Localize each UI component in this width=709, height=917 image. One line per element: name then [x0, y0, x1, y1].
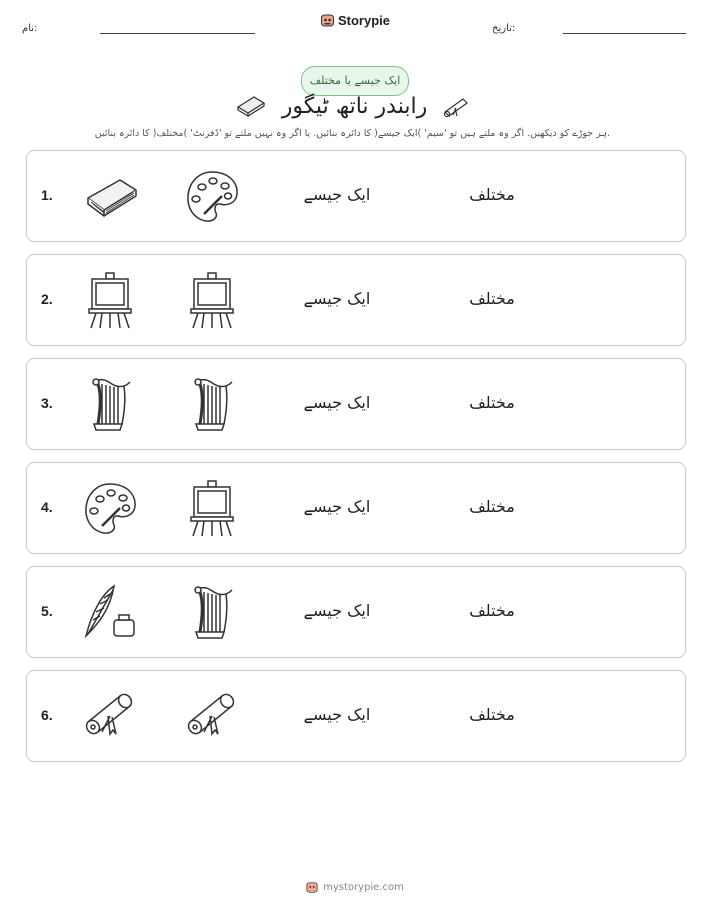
same-option[interactable]: ایک جیسے: [303, 289, 371, 308]
date-line[interactable]: [563, 33, 686, 34]
same-option[interactable]: ایک جیسے: [303, 497, 371, 516]
instructions: ہر جوڑے کو دیکھیں. اگر وہ ملتے ہیں تو 'سیم' )ایک جیسے( کا دائرہ بنائیں. یا اگر وہ نہیں ملتے تو 'ڈفرنٹ' )مختلف( کا دائرہ بنائیں.: [94, 128, 610, 139]
different-option[interactable]: مختلف: [469, 289, 515, 308]
different-option[interactable]: مختلف: [469, 393, 515, 412]
same-option[interactable]: ایک جیسے: [303, 601, 371, 620]
different-option[interactable]: مختلف: [469, 497, 515, 516]
harp-icon: [182, 374, 242, 434]
name-line[interactable]: [100, 33, 255, 34]
harp-icon: [182, 582, 242, 642]
scroll-icon: [441, 94, 471, 118]
row-number: 6.: [41, 707, 53, 723]
brand-logo: [319, 12, 390, 28]
easel-icon: [182, 478, 242, 538]
question-row-6: [26, 670, 686, 762]
topic-badge: ایک جیسے یا مختلف: [301, 66, 409, 96]
same-option[interactable]: ایک جیسے: [303, 393, 371, 412]
mascot-icon: [305, 880, 319, 894]
question-row-1: [26, 150, 686, 242]
easel-icon: [80, 270, 140, 330]
same-option[interactable]: ایک جیسے: [303, 705, 371, 724]
footer-url[interactable]: mystorypie.com: [323, 881, 404, 893]
question-row-3: [26, 358, 686, 450]
palette-icon: [182, 166, 242, 226]
question-row-2: [26, 254, 686, 346]
footer: [0, 880, 709, 894]
row-number: 3.: [41, 395, 53, 411]
mascot-icon: [319, 12, 335, 28]
name-label: نام:: [22, 23, 38, 34]
date-label: تاریخ:: [492, 23, 516, 34]
different-option[interactable]: مختلف: [469, 185, 515, 204]
scroll-icon: [80, 686, 140, 746]
different-option[interactable]: مختلف: [469, 601, 515, 620]
page-title: رابندر ناتھ ٹیگور: [281, 94, 428, 119]
palette-icon: [80, 478, 140, 538]
different-option[interactable]: مختلف: [469, 705, 515, 724]
easel-icon: [182, 270, 242, 330]
quill-ink-icon: [80, 582, 140, 642]
row-number: 5.: [41, 603, 53, 619]
question-row-5: [26, 566, 686, 658]
row-number: 4.: [41, 499, 53, 515]
scroll-icon: [182, 686, 242, 746]
harp-icon: [80, 374, 140, 434]
same-option[interactable]: ایک جیسے: [303, 185, 371, 204]
book-icon: [80, 166, 140, 226]
row-number: 1.: [41, 187, 53, 203]
row-number: 2.: [41, 291, 53, 307]
brand-name: Storypie: [337, 12, 391, 28]
question-row-4: [26, 462, 686, 554]
